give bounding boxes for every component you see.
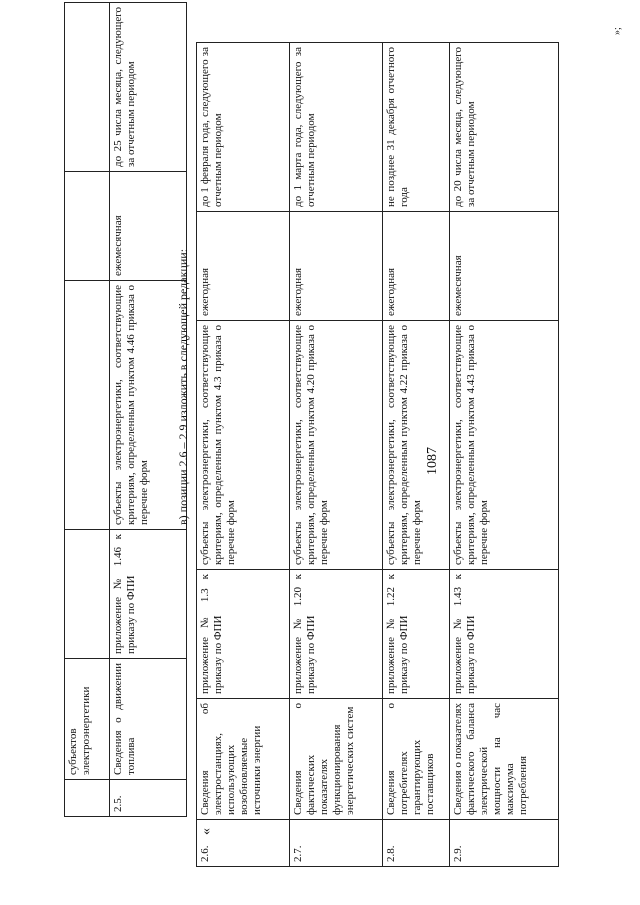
row-name: Сведения об электростанциях, использующих возобновляемые источники энергии xyxy=(197,699,290,820)
row-frequency: ежемесячная xyxy=(110,172,187,281)
row-number: 2.6. xyxy=(197,820,290,867)
row-subjects: субъекты электроэнергетики, соответствующие критериям, определенным пунктом 4.46 приказа о перечне форм xyxy=(110,281,187,530)
row-frequency: ежегодная xyxy=(290,212,383,321)
continuation-cell: субъектов электроэнергетики xyxy=(65,659,110,780)
row-subjects: субъекты электроэнергетики, соответствующие критериям, определенным пунктом 4.22 приказа о перечне форм xyxy=(383,321,450,570)
top-table xyxy=(64,2,187,817)
row-number: 2.7. xyxy=(290,820,383,867)
table-row xyxy=(65,3,110,817)
row-form: приложение № 1.43 к приказу по ФПИ xyxy=(450,570,559,699)
side-mark: »; xyxy=(612,27,623,35)
table-row xyxy=(450,43,559,867)
row-subjects: субъекты электроэнергетики, соответствующие критериям, определенным пунктом 4.20 приказа о перечне форм xyxy=(290,321,383,570)
row-frequency: ежемесячная xyxy=(450,212,559,321)
row-form: приложение № 1.20 к приказу по ФПИ xyxy=(290,570,383,699)
table-row xyxy=(110,3,187,817)
row-deadline: до 25 числа месяца, следующего за отчетным периодом xyxy=(110,3,187,172)
table-row xyxy=(290,43,383,867)
row-deadline: не позднее 31 декабря отчетного года xyxy=(383,43,450,212)
row-name: Сведения о фактических показателях функционирования энергетических систем xyxy=(290,699,383,820)
table-row xyxy=(383,43,450,867)
table-row xyxy=(197,43,290,867)
page-number: 1087 xyxy=(425,447,440,475)
row-name: Сведения о потребителях гарантирующих поставщиков xyxy=(383,699,450,820)
row-form: приложение № 1.46 к приказу по ФПИ xyxy=(110,530,187,659)
row-deadline: до 1 марта года, следующего за отчетным периодом xyxy=(290,43,383,212)
main-table xyxy=(196,42,559,867)
row-form: приложение № 1.3 к приказу по ФПИ xyxy=(197,570,290,699)
row-deadline: до 1 февраля года, следующего за отчетным периодом xyxy=(197,43,290,212)
row-number: 2.5. xyxy=(110,780,187,817)
row-frequency: ежегодная xyxy=(197,212,290,321)
row-name: Сведения о показателях фактического баланса электрической мощности на час максимума потребления xyxy=(450,699,559,820)
row-subjects: субъекты электроэнергетики, соответствующие критериям, определенным пунктом 4.3 приказа о перечне форм xyxy=(197,321,290,570)
row-name: Сведения о движении топлива xyxy=(110,659,187,780)
row-number: 2.8. xyxy=(383,820,450,867)
section-note: в) позиции 2.6 – 2.9 изложить в следующей редакции: xyxy=(176,248,190,525)
row-subjects: субъекты электроэнергетики, соответствующие критериям, определенным пунктом 4.43 приказа о перечне форм xyxy=(450,321,559,570)
row-number: 2.9. xyxy=(450,820,559,867)
row-deadline: до 20 числа месяца, следующего за отчетным периодом xyxy=(450,43,559,212)
opening-quote: « xyxy=(199,828,214,835)
row-form: приложение № 1.22 к приказу по ФПИ xyxy=(383,570,450,699)
row-frequency: ежегодная xyxy=(383,212,450,321)
